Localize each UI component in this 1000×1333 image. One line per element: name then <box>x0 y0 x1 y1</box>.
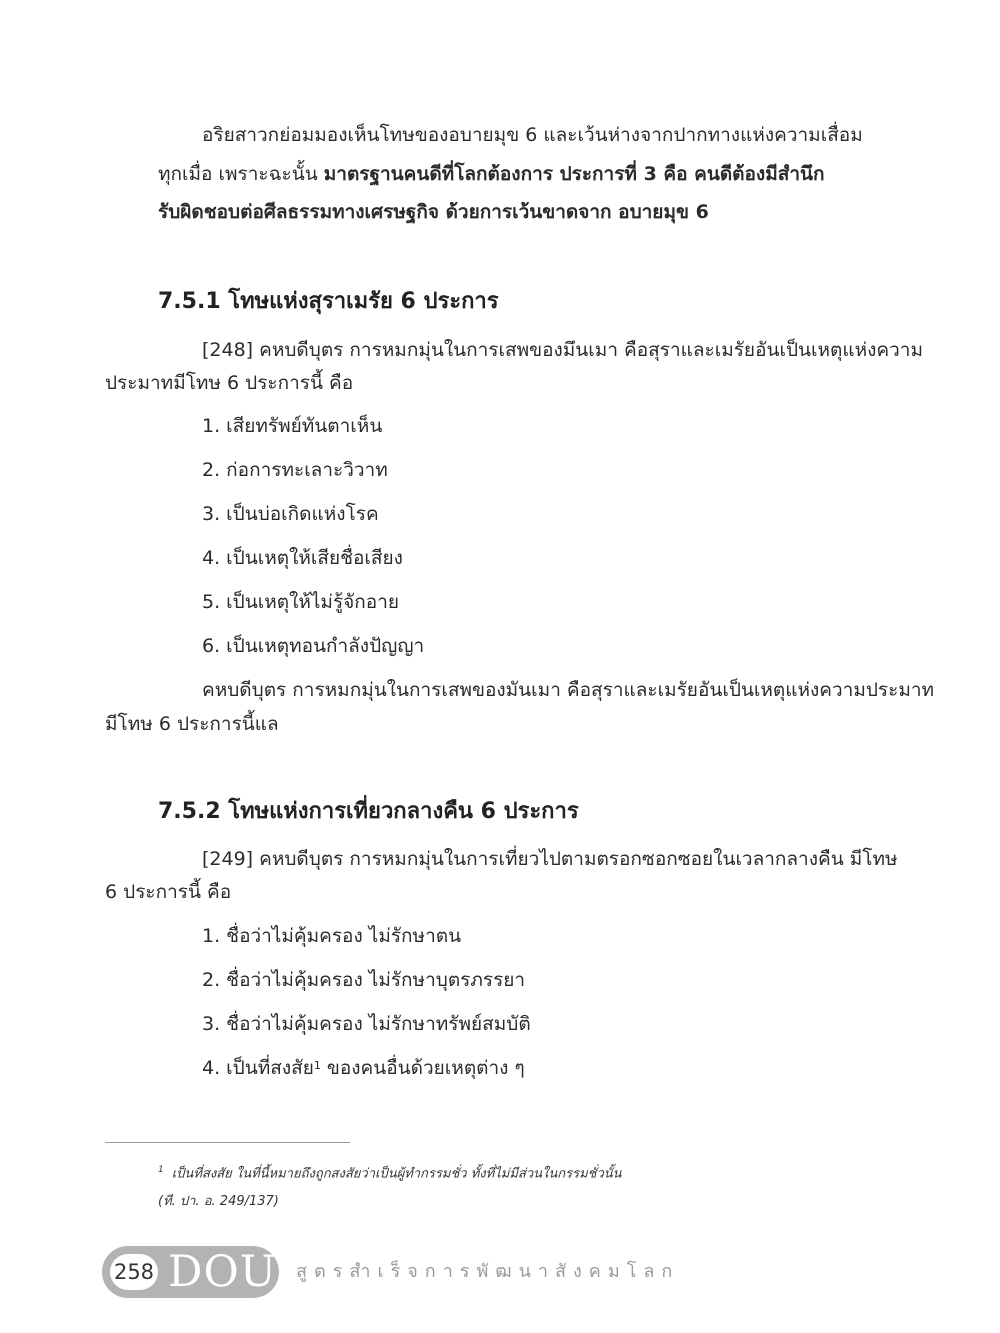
intro-line-2-bold: มาตรฐานคนดีที่โลกต้องการ ประการที่ 3 คือ คนดีต้องมีสำนึก <box>323 163 825 185</box>
footnote-ref[interactable]: 1 <box>313 1059 321 1072</box>
section2-para-line-2: 6 ประการนี้ คือ <box>105 881 232 903</box>
footnote-line-1 <box>158 1160 622 1184</box>
section2-para-line-1: [249] คหบดีบุตร การหมกมุ่นในการเที่ยวไปตามตรอกซอกซอยในเวลากลางคืน มีโทษ <box>202 848 898 870</box>
section1-para-line-1: [248] คหบดีบุตร การหมกมุ่นในการเสพของมึนเมา คือสุราและเมรัยอันเป็นเหตุแห่งความ <box>202 339 923 361</box>
section1-closing-line-2: มีโทษ 6 ประการนี้แล <box>105 713 279 735</box>
list-item-text: 4. เป็นที่สงสัย <box>202 1057 314 1079</box>
list-item: 2. ชื่อว่าไม่คุ้มครอง ไม่รักษาบุตรภรรยา <box>202 969 526 991</box>
series-title: สูตรสำเร็จการพัฒนาสังคมโลก <box>296 1261 680 1282</box>
list-item <box>202 1055 525 1081</box>
section-heading-7-5-1: 7.5.1 โทษแห่งสุราเมรัย 6 ประการ <box>158 289 499 314</box>
intro-line-3: รับผิดชอบต่อศีลธรรมทางเศรษฐกิจ ด้วยการเว้นขาดจาก อบายมุข 6 <box>158 201 709 223</box>
section-heading-7-5-2: 7.5.2 โทษแห่งการเที่ยวกลางคืน 6 ประการ <box>158 799 579 824</box>
list-item: 2. ก่อการทะเลาะวิวาท <box>202 459 388 481</box>
list-item: 3. ชื่อว่าไม่คุ้มครอง ไม่รักษาทรัพย์สมบัติ <box>202 1013 531 1035</box>
footnote-text: เป็นที่สงสัย ในที่นี้หมายถึงถูกสงสัยว่าเป็นผู้ทำกรรมชั่ว ทั้งที่ไม่มีส่วนในกรรมชั่วนั้น <box>171 1166 622 1182</box>
section1-closing-line-1: คหบดีบุตร การหมกมุ่นในการเสพของมันเมา คือสุราและเมรัยอันเป็นเหตุแห่งความประมาท <box>202 679 935 701</box>
dou-logo: DOU <box>168 1247 277 1297</box>
intro-line-2-plain: ทุกเมื่อ เพราะฉะนั้น <box>158 163 324 185</box>
list-item: 1. ชื่อว่าไม่คุ้มครอง ไม่รักษาตน <box>202 925 462 947</box>
list-item: 5. เป็นเหตุให้ไม่รู้จักอาย <box>202 591 400 613</box>
footnote-line-2: (ที. ปา. อ. 249/137) <box>158 1194 279 1209</box>
list-item: 6. เป็นเหตุทอนกำลังปัญญา <box>202 635 425 657</box>
section1-para-line-2: ประมาทมีโทษ 6 ประการนี้ คือ <box>105 372 354 394</box>
list-item-text-continued: ของคนอื่นด้วยเหตุต่าง ๆ <box>320 1057 525 1079</box>
intro-line-2 <box>158 161 824 187</box>
page-number: 258 <box>110 1254 158 1290</box>
list-item: 3. เป็นบ่อเกิดแห่งโรค <box>202 503 379 525</box>
footnote-marker: 1 <box>158 1165 164 1175</box>
intro-line-1: อริยสาวกย่อมมองเห็นโทษของอบายมุข 6 และเว้นห่างจากปากทางแห่งความเสื่อม <box>202 124 863 146</box>
list-item: 1. เสียทรัพย์ทันตาเห็น <box>202 415 383 437</box>
footnote-divider <box>105 1142 350 1143</box>
list-item: 4. เป็นเหตุให้เสียชื่อเสียง <box>202 547 403 569</box>
